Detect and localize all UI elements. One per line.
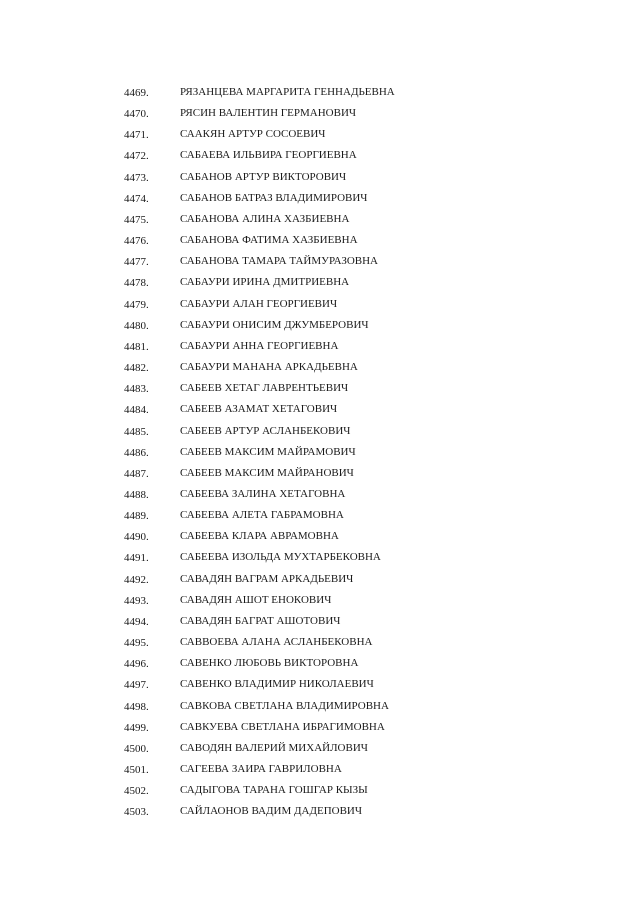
entry-name: САБАНОВА АЛИНА ХАЗБИЕВНА	[180, 212, 350, 225]
list-item	[0, 675, 640, 696]
entry-number: 4473.	[124, 171, 149, 184]
entry-name: САБАУРИ МАНАНА АРКАДЬЕВНА	[180, 361, 358, 374]
list-item	[0, 654, 640, 675]
list-item	[0, 612, 640, 633]
entry-name: САБЕЕВ МАКСИМ МАЙРАНОВИЧ	[180, 466, 354, 479]
entry-name: САБЕЕВА ЗАЛИНА ХЕТАГОВНА	[180, 487, 346, 500]
list-item	[0, 295, 640, 316]
list-item	[0, 210, 640, 231]
entry-number: 4481.	[124, 340, 149, 353]
list-item	[0, 718, 640, 739]
entry-number: 4491.	[124, 552, 149, 565]
list-item	[0, 802, 640, 823]
entry-number: 4484.	[124, 404, 149, 417]
entry-name: САБАУРИ АЛАН ГЕОРГИЕВИЧ	[180, 297, 338, 310]
list-item	[0, 591, 640, 612]
entry-number: 4503.	[124, 806, 149, 819]
entry-number: 4474.	[124, 192, 149, 205]
list-item	[0, 316, 640, 337]
list-item	[0, 168, 640, 189]
entry-name: САБЕЕВ АЗАМАТ ХЕТАГОВИЧ	[180, 403, 338, 416]
entry-name: САВАДЯН ВАГРАМ АРКАДЬЕВИЧ	[180, 572, 354, 585]
list-item	[0, 422, 640, 443]
entry-name: САБЕЕВ АРТУР АСЛАНБЕКОВИЧ	[180, 424, 351, 437]
list-item	[0, 189, 640, 210]
entry-name: САДЫГОВА ТАРАНА ГОШГАР КЫЗЫ	[180, 784, 368, 797]
entry-number: 4498.	[124, 700, 149, 713]
entry-number: 4496.	[124, 658, 149, 671]
entry-number: 4490.	[124, 531, 149, 544]
entry-number: 4476.	[124, 235, 149, 248]
list-item	[0, 231, 640, 252]
entry-number: 4486.	[124, 446, 149, 459]
entry-number: 4479.	[124, 298, 149, 311]
list-item	[0, 104, 640, 125]
entry-name: САВЕНКО ЛЮБОВЬ ВИКТОРОВНА	[180, 657, 359, 670]
entry-name: САБАНОВ АРТУР ВИКТОРОВИЧ	[180, 170, 347, 183]
list-item	[0, 379, 640, 400]
entry-number: 4485.	[124, 425, 149, 438]
entry-number: 4500.	[124, 742, 149, 755]
entry-name: САБАУРИ АННА ГЕОРГИЕВНА	[180, 339, 339, 352]
entry-name: САБЕЕВ МАКСИМ МАЙРАМОВИЧ	[180, 445, 356, 458]
entry-name: РЯЗАНЦЕВА МАРГАРИТА ГЕННАДЬЕВНА	[180, 86, 395, 98]
list-item	[0, 443, 640, 464]
list-item	[0, 400, 640, 421]
entry-number: 4482.	[124, 362, 149, 375]
list-item	[0, 146, 640, 167]
entry-name: САВЕНКО ВЛАДИМИР НИКОЛАЕВИЧ	[180, 678, 374, 691]
entry-number: 4493.	[124, 594, 149, 607]
list-item	[0, 83, 640, 104]
entry-name: САВВОЕВА АЛАНА АСЛАНБЕКОВНА	[180, 636, 373, 649]
list-item	[0, 633, 640, 654]
entry-number: 4477.	[124, 256, 149, 269]
entry-number: 4469.	[124, 87, 149, 99]
entry-number: 4502.	[124, 785, 149, 798]
entry-name: САГЕЕВА ЗАИРА ГАВРИЛОВНА	[180, 763, 342, 775]
entry-name: РЯСИН ВАЛЕНТИН ГЕРМАНОВИЧ	[180, 107, 357, 120]
entry-number: 4480.	[124, 319, 149, 332]
list-item	[0, 781, 640, 802]
name-list	[0, 83, 640, 823]
entry-name: САБАЕВА ИЛЬВИРА ГЕОРГИЕВНА	[180, 149, 357, 162]
list-item	[0, 548, 640, 569]
entry-number: 4492.	[124, 573, 149, 586]
list-item	[0, 527, 640, 548]
entry-number: 4494.	[124, 615, 149, 628]
list-item	[0, 485, 640, 506]
list-item	[0, 760, 640, 781]
entry-name: САБАНОВ БАТРАЗ ВЛАДИМИРОВИЧ	[180, 191, 368, 204]
entry-number: 4475.	[124, 213, 149, 226]
entry-number: 4472.	[124, 150, 149, 163]
list-item	[0, 358, 640, 379]
entry-name: САБЕЕВ ХЕТАГ ЛАВРЕНТЬЕВИЧ	[180, 382, 349, 395]
list-item	[0, 337, 640, 358]
entry-name: САВАДЯН АШОТ ЕНОКОВИЧ	[180, 593, 332, 606]
entry-number: 4483.	[124, 383, 149, 396]
entry-number: 4478.	[124, 277, 149, 290]
entry-number: 4495.	[124, 637, 149, 650]
list-item	[0, 273, 640, 294]
entry-name: САБЕЕВА АЛЕТА ГАБРАМОВНА	[180, 509, 344, 522]
entry-name: САБЕЕВА ИЗОЛЬДА МУХТАРБЕКОВНА	[180, 551, 381, 564]
list-item	[0, 506, 640, 527]
entry-number: 4488.	[124, 488, 149, 501]
entry-name: САБАНОВА ТАМАРА ТАЙМУРАЗОВНА	[180, 255, 379, 268]
entry-number: 4501.	[124, 764, 149, 776]
entry-name: САБЕЕВА КЛАРА АВРАМОВНА	[180, 530, 339, 543]
entry-name: САБАУРИ ОНИСИМ ДЖУМБЕРОВИЧ	[180, 318, 369, 331]
entry-number: 4497.	[124, 679, 149, 692]
entry-number: 4470.	[124, 108, 149, 121]
entry-number: 4471.	[124, 129, 149, 142]
list-item	[0, 697, 640, 718]
entry-name: САБАУРИ ИРИНА ДМИТРИЕВНА	[180, 276, 350, 289]
entry-name: САВАДЯН БАГРАТ АШОТОВИЧ	[180, 614, 341, 627]
entry-number: 4489.	[124, 510, 149, 523]
list-item	[0, 252, 640, 273]
entry-name: САЙЛАОНОВ ВАДИМ ДАДЕПОВИЧ	[180, 805, 363, 818]
entry-name: САВКУЕВА СВЕТЛАНА ИБРАГИМОВНА	[180, 720, 385, 733]
entry-number: 4487.	[124, 467, 149, 480]
entry-number: 4499.	[124, 721, 149, 734]
entry-name: САБАНОВА ФАТИМА ХАЗБИЕВНА	[180, 234, 358, 247]
entry-name: СААКЯН АРТУР СОСОЕВИЧ	[180, 128, 326, 141]
list-item	[0, 570, 640, 591]
list-item	[0, 464, 640, 485]
list-item	[0, 739, 640, 760]
entry-name: САВОДЯН ВАЛЕРИЙ МИХАЙЛОВИЧ	[180, 741, 368, 754]
list-item	[0, 125, 640, 146]
entry-name: САВКОВА СВЕТЛАНА ВЛАДИМИРОВНА	[180, 699, 389, 712]
